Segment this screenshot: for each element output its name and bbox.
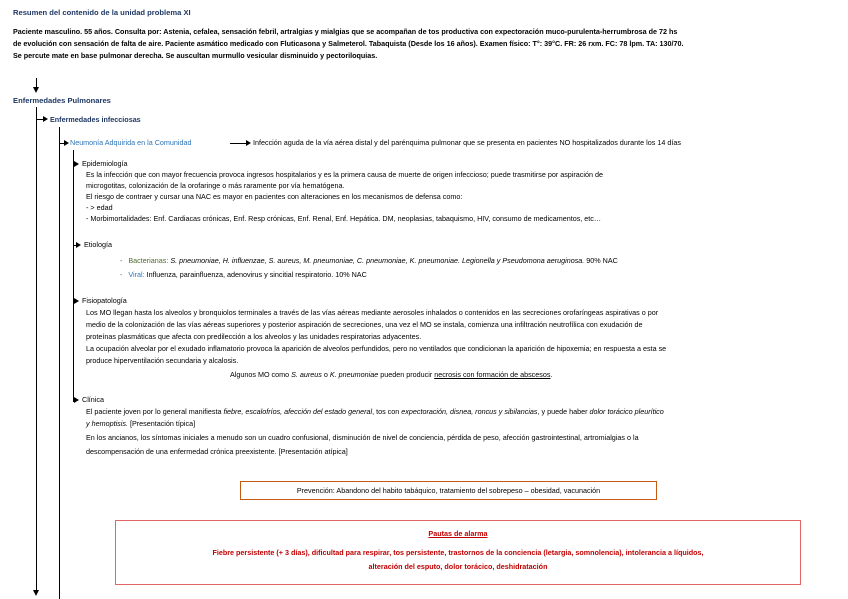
arrow-right-icon (74, 397, 79, 403)
arrow-right-icon (74, 298, 79, 304)
alarma-heading: Pautas de alarma (428, 529, 488, 538)
level2-heading: Enfermedades infecciosas (50, 115, 141, 124)
bacterianas-list: S. pneumoniae, H. influenzae, S. aureus, M. pneumoniae, C. pneumoniae, K. pneumoniae. Legionella y Pseudomona aeruginosa. (170, 256, 585, 265)
text-segment: , y puede haber (537, 407, 588, 416)
text-segment: expectoración, disnea, roncus y sibilancias (401, 407, 538, 416)
bullet: - (120, 270, 129, 279)
case-line-3: Se percute mate en base pulmonar derecha. Se auscultan murmullo vesicular disminuido y pectoriloquias. (13, 51, 378, 60)
case-line-1: Paciente masculino. 55 años. Consulta por: Astenia, cefalea, sensación febril, artralgias y mialgias que se acompañan de tos productiva con expectoración muco-purulenta-herrumbrosa de 72 hs (13, 27, 678, 36)
clinica-line: En los ancianos, los síntomas iniciales a menudo son un cuadro confusional, disminución de nivel de conciencia, pérdida de peso, afección gastrointestinal, artromialgias o la (86, 433, 639, 442)
section-heading-etiologia: Etiología (84, 240, 112, 249)
text-segment: El paciente joven por lo general manifiesta (86, 407, 222, 416)
text-segment: fiebre, escalofríos, afección del estado general (223, 407, 373, 416)
clinica-line: descompensación de una enfermedad crónica preexistente. [Presentación atípica] (86, 447, 348, 456)
arrow-down-icon (33, 87, 39, 93)
connector-line (230, 143, 247, 144)
text-segment: o (323, 370, 328, 379)
arrow-right-icon (246, 140, 251, 146)
clinica-line-1 (86, 407, 664, 417)
prevencion-text: Prevención: Abandono del habito tabáquico, tratamiento del sobrepeso – obesidad, vacunación (296, 486, 601, 495)
text-segment: [Presentación típica] (129, 419, 196, 428)
epidemiologia-line: - Morbimortalidades: Enf. Cardiacas crónicas, Enf. Resp crónicas, Enf. Renal, Enf. Hepática. DM, neoplasias, tabaquismo, HIV, consumo de medicamentos, etc… (86, 214, 602, 223)
text-segment: , tos con (372, 407, 400, 416)
text-segment: . (550, 370, 553, 379)
alarma-box (115, 520, 801, 585)
bacterianas-label: Bacterianas: (128, 256, 169, 265)
epidemiologia-line: El riesgo de contraer y cursar una NAC es mayor en pacientes con alteraciones en los mecanismos de defensa como: (86, 192, 463, 201)
tree-vertical-line (59, 127, 60, 599)
epidemiologia-line: Es la infección que con mayor frecuencia provoca ingresos hospitalarios y es la primera causa de muerte de origen infeccioso; puede trasmitirse por aspiración de (86, 170, 603, 179)
tree-vertical-line (73, 150, 74, 402)
level3-definition: Infección aguda de la vía aérea distal y del parénquima pulmonar que se presenta en pacientes NO hospitalizados durante los 14 días (253, 138, 681, 147)
etiologia-viral (120, 270, 367, 280)
alarma-line-2: alteración del esputo, dolor torácico, deshidratación (368, 561, 548, 571)
text-segment: y hemoptisis. (86, 419, 128, 428)
alarma-line-1: Fiebre persistente (+ 3 días), dificultad para respirar, tos persistente, trastornos de la conciencia (letargia, somnolencia), intolerancia a líquidos, (212, 548, 704, 558)
text-segment: Algunos MO como (230, 370, 290, 379)
text-segment: dolor torácico pleurítico (589, 407, 664, 416)
epidemiologia-line: - > edad (86, 203, 113, 212)
fisiopatologia-line: Los MO llegan hasta los alveolos y bronquiolos terminales a través de las vías aéreas mediante aerosoles inhalados o contenidos en las secreciones orofaríngeas aspirativas o por (86, 308, 659, 317)
arrow-right-icon (43, 116, 48, 122)
fisiopatologia-line: La ocupación alveolar por el exudado inflamatorio provoca la aparición de alveolos perfundidos, pero no ventilados que condicionan la aparición de hipoxemia; en respuesta a esta se (86, 344, 667, 353)
case-line-2: de evolución con sensación de falta de aire. Paciente asmático medicado con Fluticasona y Salmeterol. Tabaquista (Desde los 16 años). Examen físico: T°: 39°C. FR: 26 rxm. FC: 78 lpm. TA: 130/70. (13, 39, 684, 48)
bacterianas-pct: 90% NAC (586, 256, 618, 265)
tree-vertical-line (36, 107, 37, 591)
section-heading-clinica: Clínica (82, 395, 104, 404)
bullet: - (120, 256, 129, 265)
viral-label: Viral: (128, 270, 145, 279)
page-title: Resumen del contenido de la unidad problema XI (13, 8, 191, 17)
section-heading-epidemiologia: Epidemiología (82, 159, 128, 168)
epidemiologia-line: microgotitas, colonización de la orofaringe o más raramente por vía hematógena. (86, 181, 345, 190)
etiologia-bacterianas (120, 256, 618, 266)
fisiopatologia-line: proteínas plasmáticas que afecta con predilección a los alveolos y las unidades respiratorias adyacentes. (86, 332, 422, 341)
text-segment: S. aureus (291, 370, 322, 379)
text-segment: necrosis con formación de abscesos (434, 370, 551, 379)
arrow-right-icon (64, 140, 69, 146)
fisiopatologia-line-6 (230, 370, 552, 380)
viral-text: Influenza, parainfluenza, adenovirus y sincitial respiratorio. 10% NAC (146, 270, 367, 279)
level3-heading: Neumonía Adquirida en la Comunidad (70, 138, 192, 147)
arrow-right-icon (76, 242, 81, 248)
text-segment: pueden producir (380, 370, 433, 379)
fisiopatologia-line: medio de la colonización de las vías aéreas superiores y posterior aspiración de secreciones, una vez el MO se instala, comienza una infiltración neutrofílica con exudación de (86, 320, 643, 329)
clinica-line-2 (86, 419, 195, 429)
text-segment: K. pneumoniae (329, 370, 379, 379)
arrow-down-icon (33, 590, 39, 596)
prevencion-box (240, 481, 657, 500)
fisiopatologia-line: produce hiperventilación secundaria y alcalosis. (86, 356, 239, 365)
arrow-right-icon (74, 161, 79, 167)
level1-heading: Enfermedades Pulmonares (13, 96, 111, 105)
section-heading-fisiopatologia: Fisiopatología (82, 296, 127, 305)
